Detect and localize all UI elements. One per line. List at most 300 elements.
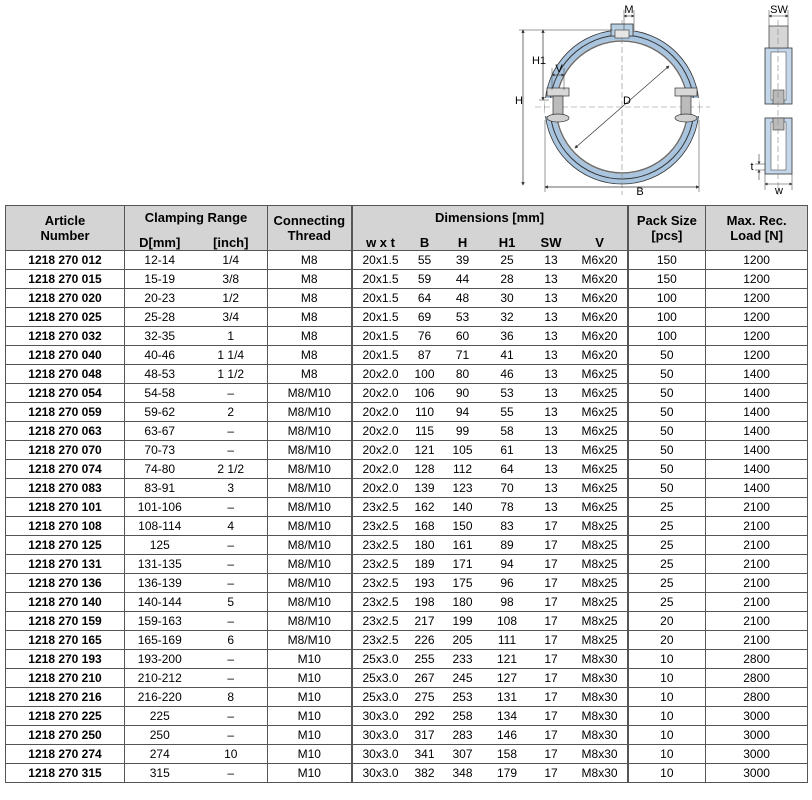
- max-load-cell: 3000: [706, 726, 808, 745]
- table-row: [6, 498, 808, 517]
- dim-h-cell: 161: [441, 536, 485, 555]
- max-load-cell: 1400: [706, 422, 808, 441]
- clamp-d-cell: 274: [125, 745, 195, 764]
- dim-wxt-cell: 25x3.0: [352, 650, 409, 669]
- table-row: [6, 574, 808, 593]
- header-clamping-d: D[mm]: [125, 228, 195, 251]
- dim-b-cell: 226: [409, 631, 441, 650]
- dim-wxt-cell: 23x2.5: [352, 574, 409, 593]
- clamp-d-cell: 70-73: [125, 441, 195, 460]
- dim-h1-cell: 25: [485, 251, 530, 270]
- dim-h1-cell: 55: [485, 403, 530, 422]
- article-number-cell: 1218 270 083: [6, 479, 125, 498]
- clamp-d-cell: 108-114: [125, 517, 195, 536]
- dim-wxt-cell: 20x1.5: [352, 270, 409, 289]
- clamp-d-cell: 136-139: [125, 574, 195, 593]
- dim-b-cell: 341: [409, 745, 441, 764]
- connecting-thread-cell: M8: [268, 365, 352, 384]
- clamp-inch-cell: –: [195, 555, 268, 574]
- dim-wxt-cell: 20x2.0: [352, 403, 409, 422]
- clamp-inch-cell: –: [195, 669, 268, 688]
- article-number-cell: 1218 270 059: [6, 403, 125, 422]
- clamp-d-cell: 25-28: [125, 308, 195, 327]
- dim-h1-cell: 46: [485, 365, 530, 384]
- dim-label-h: H: [515, 95, 523, 107]
- dim-wxt-cell: 23x2.5: [352, 536, 409, 555]
- dim-v-cell: M6x20: [573, 327, 628, 346]
- header-pack-size: Pack Size [pcs]: [628, 206, 706, 251]
- dim-v-cell: M6x20: [573, 346, 628, 365]
- clamp-inch-cell: 1/2: [195, 289, 268, 308]
- connecting-thread-cell: M8/M10: [268, 517, 352, 536]
- article-number-cell: 1218 270 140: [6, 593, 125, 612]
- clamp-inch-cell: 6: [195, 631, 268, 650]
- header-sw: SW: [530, 228, 573, 251]
- table-row: [6, 555, 808, 574]
- dim-wxt-cell: 20x2.0: [352, 422, 409, 441]
- dim-h-cell: 123: [441, 479, 485, 498]
- clamp-d-cell: 131-135: [125, 555, 195, 574]
- pack-size-cell: 25: [628, 536, 706, 555]
- dim-sw-cell: 13: [530, 422, 573, 441]
- clamp-d-cell: 250: [125, 726, 195, 745]
- max-load-cell: 2100: [706, 612, 808, 631]
- dim-label-sw: SW: [770, 4, 788, 16]
- table-row: [6, 726, 808, 745]
- dim-sw-cell: 13: [530, 346, 573, 365]
- dim-b-cell: 121: [409, 441, 441, 460]
- dim-sw-cell: 13: [530, 479, 573, 498]
- dim-v-cell: M6x25: [573, 403, 628, 422]
- dim-h-cell: 94: [441, 403, 485, 422]
- article-number-cell: 1218 270 048: [6, 365, 125, 384]
- clamp-d-cell: 193-200: [125, 650, 195, 669]
- table-row: [6, 251, 808, 270]
- dim-b-cell: 267: [409, 669, 441, 688]
- table-row: [6, 365, 808, 384]
- dim-wxt-cell: 20x1.5: [352, 251, 409, 270]
- pack-size-cell: 25: [628, 593, 706, 612]
- dim-h1-cell: 98: [485, 593, 530, 612]
- max-load-cell: 2100: [706, 555, 808, 574]
- dim-wxt-cell: 20x2.0: [352, 460, 409, 479]
- dim-v-cell: M8x25: [573, 593, 628, 612]
- dim-sw-cell: 13: [530, 460, 573, 479]
- article-number-cell: 1218 270 250: [6, 726, 125, 745]
- dim-h1-cell: 32: [485, 308, 530, 327]
- table-row: [6, 650, 808, 669]
- connecting-thread-cell: M8/M10: [268, 460, 352, 479]
- table-row: [6, 460, 808, 479]
- dim-h-cell: 53: [441, 308, 485, 327]
- clamp-d-cell: 83-91: [125, 479, 195, 498]
- article-number-cell: 1218 270 131: [6, 555, 125, 574]
- dim-b-cell: 193: [409, 574, 441, 593]
- dim-b-cell: 382: [409, 764, 441, 783]
- clamp-inch-cell: 10: [195, 745, 268, 764]
- article-number-cell: 1218 270 225: [6, 707, 125, 726]
- header-h: H: [441, 228, 485, 251]
- article-number-cell: 1218 270 216: [6, 688, 125, 707]
- clamp-d-cell: 15-19: [125, 270, 195, 289]
- dim-h-cell: 348: [441, 764, 485, 783]
- pack-size-cell: 20: [628, 631, 706, 650]
- dim-sw-cell: 13: [530, 365, 573, 384]
- dim-sw-cell: 17: [530, 650, 573, 669]
- pipe-clamp-drawing: [505, 0, 812, 200]
- connecting-thread-cell: M10: [268, 650, 352, 669]
- max-load-cell: 1400: [706, 479, 808, 498]
- clamp-inch-cell: –: [195, 498, 268, 517]
- dim-h1-cell: 36: [485, 327, 530, 346]
- article-number-cell: 1218 270 165: [6, 631, 125, 650]
- dim-v-cell: M8x25: [573, 517, 628, 536]
- table-row: [6, 327, 808, 346]
- table-row: [6, 612, 808, 631]
- table-row: [6, 403, 808, 422]
- table-row: [6, 631, 808, 650]
- dim-b-cell: 110: [409, 403, 441, 422]
- clamp-inch-cell: –: [195, 441, 268, 460]
- dim-b-cell: 100: [409, 365, 441, 384]
- article-number-cell: 1218 270 025: [6, 308, 125, 327]
- article-number-cell: 1218 270 159: [6, 612, 125, 631]
- dim-v-cell: M8x25: [573, 536, 628, 555]
- dim-h-cell: 71: [441, 346, 485, 365]
- clamp-d-cell: 12-14: [125, 251, 195, 270]
- connecting-thread-cell: M8/M10: [268, 555, 352, 574]
- dim-label-m: M: [624, 4, 634, 16]
- dim-h-cell: 48: [441, 289, 485, 308]
- dim-h-cell: 171: [441, 555, 485, 574]
- header-b: B: [409, 228, 441, 251]
- clamp-inch-cell: 5: [195, 593, 268, 612]
- dim-v-cell: M6x25: [573, 384, 628, 403]
- dim-v-cell: M6x25: [573, 460, 628, 479]
- dim-h1-cell: 94: [485, 555, 530, 574]
- article-number-cell: 1218 270 020: [6, 289, 125, 308]
- dim-b-cell: 55: [409, 251, 441, 270]
- dim-sw-cell: 13: [530, 441, 573, 460]
- dim-v-cell: M8x25: [573, 574, 628, 593]
- clamp-d-cell: 125: [125, 536, 195, 555]
- dim-wxt-cell: 25x3.0: [352, 669, 409, 688]
- dim-h1-cell: 70: [485, 479, 530, 498]
- table-row: [6, 669, 808, 688]
- dim-sw-cell: 17: [530, 726, 573, 745]
- clamp-inch-cell: 4: [195, 517, 268, 536]
- dim-v-cell: M6x25: [573, 498, 628, 517]
- dim-h1-cell: 41: [485, 346, 530, 365]
- connecting-thread-cell: M10: [268, 726, 352, 745]
- dim-b-cell: 189: [409, 555, 441, 574]
- dim-b-cell: 87: [409, 346, 441, 365]
- pack-size-cell: 10: [628, 745, 706, 764]
- pack-size-cell: 50: [628, 403, 706, 422]
- clamp-d-cell: 59-62: [125, 403, 195, 422]
- pack-size-cell: 20: [628, 612, 706, 631]
- dim-wxt-cell: 20x2.0: [352, 384, 409, 403]
- header-article: Article Number: [6, 206, 125, 251]
- pack-size-cell: 25: [628, 498, 706, 517]
- dim-sw-cell: 17: [530, 555, 573, 574]
- dim-v-cell: M8x30: [573, 707, 628, 726]
- clamp-inch-cell: 8: [195, 688, 268, 707]
- header-h1: H1: [485, 228, 530, 251]
- connecting-thread-cell: M10: [268, 745, 352, 764]
- clamp-side-view: [755, 10, 792, 195]
- dim-h1-cell: 158: [485, 745, 530, 764]
- article-number-cell: 1218 270 136: [6, 574, 125, 593]
- table-row: [6, 517, 808, 536]
- clamp-d-cell: 20-23: [125, 289, 195, 308]
- pack-size-cell: 150: [628, 270, 706, 289]
- table-row: [6, 346, 808, 365]
- clamp-d-cell: 74-80: [125, 460, 195, 479]
- dim-wxt-cell: 23x2.5: [352, 631, 409, 650]
- clamp-inch-cell: –: [195, 726, 268, 745]
- dim-sw-cell: 13: [530, 289, 573, 308]
- dim-wxt-cell: 25x3.0: [352, 688, 409, 707]
- connecting-thread-cell: M8: [268, 327, 352, 346]
- header-clamping-range: Clamping Range: [125, 206, 268, 229]
- dim-b-cell: 139: [409, 479, 441, 498]
- dim-h-cell: 99: [441, 422, 485, 441]
- max-load-cell: 1200: [706, 346, 808, 365]
- max-load-cell: 2800: [706, 669, 808, 688]
- dim-h-cell: 80: [441, 365, 485, 384]
- connecting-thread-cell: M8/M10: [268, 612, 352, 631]
- dim-b-cell: 217: [409, 612, 441, 631]
- dim-h-cell: 140: [441, 498, 485, 517]
- connecting-thread-cell: M8/M10: [268, 422, 352, 441]
- clamp-front-view: [519, 10, 710, 195]
- header-dimensions: Dimensions [mm]: [352, 206, 628, 229]
- dim-v-cell: M8x25: [573, 555, 628, 574]
- dim-v-cell: M8x30: [573, 688, 628, 707]
- pack-size-cell: 25: [628, 517, 706, 536]
- article-number-cell: 1218 270 193: [6, 650, 125, 669]
- connecting-thread-cell: M8: [268, 270, 352, 289]
- pack-size-cell: 10: [628, 688, 706, 707]
- pack-size-cell: 100: [628, 308, 706, 327]
- dim-v-cell: M6x20: [573, 308, 628, 327]
- max-load-cell: 3000: [706, 745, 808, 764]
- dim-h-cell: 253: [441, 688, 485, 707]
- header-clamping-inch: [inch]: [195, 228, 268, 251]
- connecting-thread-cell: M8/M10: [268, 593, 352, 612]
- pack-size-cell: 100: [628, 289, 706, 308]
- article-number-cell: 1218 270 074: [6, 460, 125, 479]
- dim-h1-cell: 58: [485, 422, 530, 441]
- pack-size-cell: 25: [628, 574, 706, 593]
- dim-sw-cell: 13: [530, 327, 573, 346]
- clamp-inch-cell: 1/4: [195, 251, 268, 270]
- dim-sw-cell: 13: [530, 308, 573, 327]
- pack-size-cell: 150: [628, 251, 706, 270]
- dim-sw-cell: 13: [530, 270, 573, 289]
- dim-h-cell: 44: [441, 270, 485, 289]
- connecting-thread-cell: M8/M10: [268, 441, 352, 460]
- pack-size-cell: 50: [628, 422, 706, 441]
- dim-sw-cell: 13: [530, 251, 573, 270]
- dim-wxt-cell: 30x3.0: [352, 745, 409, 764]
- clamp-inch-cell: –: [195, 612, 268, 631]
- connecting-thread-cell: M8/M10: [268, 574, 352, 593]
- dim-b-cell: 64: [409, 289, 441, 308]
- dim-v-cell: M8x25: [573, 612, 628, 631]
- dim-h-cell: 258: [441, 707, 485, 726]
- pack-size-cell: 50: [628, 384, 706, 403]
- dim-v-cell: M8x30: [573, 726, 628, 745]
- article-number-cell: 1218 270 040: [6, 346, 125, 365]
- dim-b-cell: 292: [409, 707, 441, 726]
- dim-h1-cell: 89: [485, 536, 530, 555]
- clamp-inch-cell: 1 1/2: [195, 365, 268, 384]
- dim-label-d: D: [623, 95, 631, 107]
- pack-size-cell: 25: [628, 555, 706, 574]
- dim-h1-cell: 78: [485, 498, 530, 517]
- dim-sw-cell: 13: [530, 498, 573, 517]
- pack-size-cell: 10: [628, 650, 706, 669]
- connecting-thread-cell: M8/M10: [268, 403, 352, 422]
- dim-wxt-cell: 23x2.5: [352, 498, 409, 517]
- dim-b-cell: 76: [409, 327, 441, 346]
- pack-size-cell: 50: [628, 479, 706, 498]
- connecting-thread-cell: M8/M10: [268, 631, 352, 650]
- connecting-thread-cell: M8: [268, 308, 352, 327]
- dim-h1-cell: 53: [485, 384, 530, 403]
- dim-b-cell: 128: [409, 460, 441, 479]
- dim-h-cell: 307: [441, 745, 485, 764]
- clamp-d-cell: 165-169: [125, 631, 195, 650]
- table-row: [6, 593, 808, 612]
- dim-sw-cell: 17: [530, 536, 573, 555]
- pack-size-cell: 50: [628, 460, 706, 479]
- max-load-cell: 1200: [706, 251, 808, 270]
- clamp-d-cell: 140-144: [125, 593, 195, 612]
- header-connecting-thread: Connecting Thread: [268, 206, 352, 251]
- table-row: [6, 688, 808, 707]
- connecting-thread-cell: M10: [268, 688, 352, 707]
- dim-h-cell: 175: [441, 574, 485, 593]
- connecting-thread-cell: M8/M10: [268, 479, 352, 498]
- table-row: [6, 384, 808, 403]
- dim-h1-cell: 96: [485, 574, 530, 593]
- dim-wxt-cell: 30x3.0: [352, 764, 409, 783]
- article-number-cell: 1218 270 315: [6, 764, 125, 783]
- dim-v-cell: M6x25: [573, 441, 628, 460]
- pack-size-cell: 50: [628, 346, 706, 365]
- connecting-thread-cell: M8/M10: [268, 384, 352, 403]
- spec-table-header: [6, 206, 808, 251]
- dim-wxt-cell: 20x1.5: [352, 346, 409, 365]
- dim-h1-cell: 131: [485, 688, 530, 707]
- table-row: [6, 536, 808, 555]
- pack-size-cell: 100: [628, 327, 706, 346]
- dim-v-cell: M8x30: [573, 650, 628, 669]
- article-number-cell: 1218 270 210: [6, 669, 125, 688]
- dim-sw-cell: 17: [530, 764, 573, 783]
- pack-size-cell: 10: [628, 669, 706, 688]
- dim-label-v: V: [555, 63, 563, 75]
- clamp-d-cell: 225: [125, 707, 195, 726]
- article-number-cell: 1218 270 063: [6, 422, 125, 441]
- dim-wxt-cell: 23x2.5: [352, 593, 409, 612]
- dim-b-cell: 180: [409, 536, 441, 555]
- dim-sw-cell: 17: [530, 574, 573, 593]
- dim-b-cell: 198: [409, 593, 441, 612]
- dim-h1-cell: 64: [485, 460, 530, 479]
- dim-b-cell: 255: [409, 650, 441, 669]
- clamp-d-cell: 32-35: [125, 327, 195, 346]
- dim-h-cell: 199: [441, 612, 485, 631]
- dim-label-h1: H1: [531, 55, 547, 67]
- dim-h-cell: 245: [441, 669, 485, 688]
- spec-table-body: [6, 251, 808, 783]
- article-number-cell: 1218 270 274: [6, 745, 125, 764]
- max-load-cell: 2100: [706, 536, 808, 555]
- connecting-thread-cell: M10: [268, 669, 352, 688]
- max-load-cell: 1200: [706, 289, 808, 308]
- dim-v-cell: M6x20: [573, 251, 628, 270]
- dim-h-cell: 112: [441, 460, 485, 479]
- table-row: [6, 308, 808, 327]
- table-row: [6, 270, 808, 289]
- dim-b-cell: 115: [409, 422, 441, 441]
- dim-h1-cell: 146: [485, 726, 530, 745]
- pack-size-cell: 50: [628, 365, 706, 384]
- dim-label-t: t: [750, 161, 754, 173]
- clamp-inch-cell: 3/4: [195, 308, 268, 327]
- max-load-cell: 1400: [706, 441, 808, 460]
- table-row: [6, 745, 808, 764]
- clamp-inch-cell: –: [195, 764, 268, 783]
- dim-h1-cell: 134: [485, 707, 530, 726]
- dim-v-cell: M8x25: [573, 631, 628, 650]
- dim-h1-cell: 108: [485, 612, 530, 631]
- dim-b-cell: 69: [409, 308, 441, 327]
- clamp-inch-cell: 3: [195, 479, 268, 498]
- dim-h-cell: 283: [441, 726, 485, 745]
- article-number-cell: 1218 270 108: [6, 517, 125, 536]
- dim-h1-cell: 111: [485, 631, 530, 650]
- clamp-d-cell: 63-67: [125, 422, 195, 441]
- dim-label-b: B: [636, 186, 644, 198]
- dim-h1-cell: 121: [485, 650, 530, 669]
- table-row: [6, 441, 808, 460]
- max-load-cell: 2100: [706, 517, 808, 536]
- dim-sw-cell: 13: [530, 403, 573, 422]
- header-wxt: w x t: [352, 228, 409, 251]
- dim-v-cell: M8x30: [573, 669, 628, 688]
- max-load-cell: 2100: [706, 574, 808, 593]
- max-load-cell: 2100: [706, 631, 808, 650]
- dim-b-cell: 59: [409, 270, 441, 289]
- max-load-cell: 1400: [706, 403, 808, 422]
- dim-h-cell: 205: [441, 631, 485, 650]
- clamp-inch-cell: 2: [195, 403, 268, 422]
- dim-v-cell: M6x20: [573, 270, 628, 289]
- dim-v-cell: M8x30: [573, 745, 628, 764]
- dim-sw-cell: 17: [530, 707, 573, 726]
- dim-v-cell: M6x20: [573, 289, 628, 308]
- header-row-top: [6, 206, 808, 229]
- clamp-d-cell: 40-46: [125, 346, 195, 365]
- pack-size-cell: 10: [628, 726, 706, 745]
- article-number-cell: 1218 270 012: [6, 251, 125, 270]
- max-load-cell: 1400: [706, 365, 808, 384]
